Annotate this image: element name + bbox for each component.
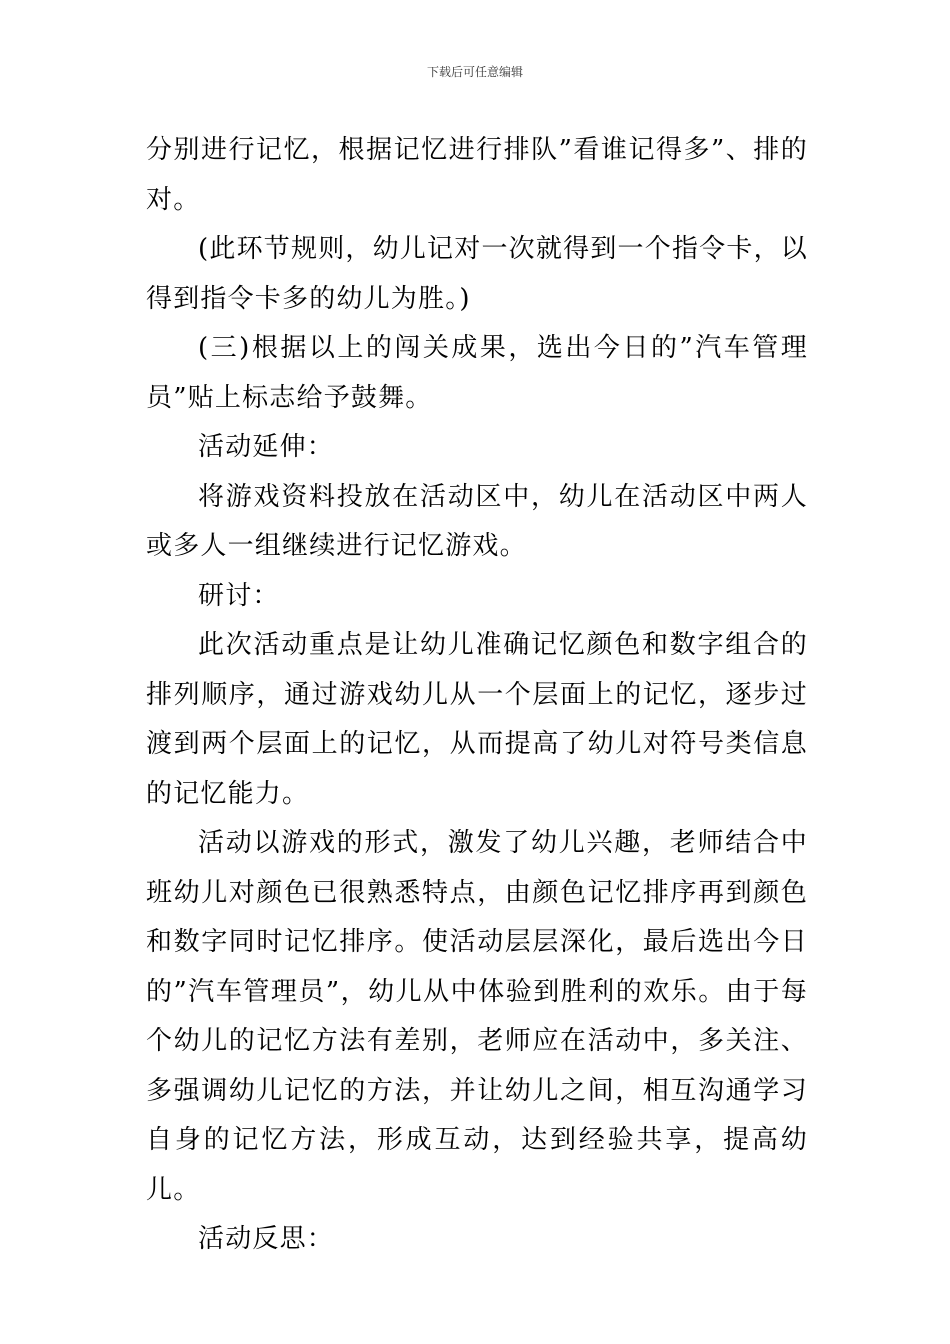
section-heading: 活动反思： <box>198 1224 335 1254</box>
paragraph: (三)根据以上的闯关成果，选出今日的”汽车管理员”贴上标志给予鼓舞。 <box>146 333 808 413</box>
document-body <box>146 126 808 1265</box>
paragraph: 分别进行记忆，根据记忆进行排队”看谁记得多”、排的对。 <box>146 135 808 215</box>
paragraph: 活动以游戏的形式，激发了幼儿兴趣，老师结合中班幼儿对颜色已很熟悉特点，由颜色记忆排序再到颜色和数字同时记忆排序。使活动层层深化，最后选出今日的”汽车管理员”，幼儿从中体验到胜利的欢乐。由于每个幼儿的记忆方法有差别，老师应在活动中，多关注、多强调幼儿记忆的方法，并让幼儿之间，相互沟通学习自身的记忆方法，形成互动，达到经验共享，提高幼儿。 <box>146 828 808 1205</box>
section-heading: 活动延伸： <box>198 432 335 462</box>
paragraph: 将游戏资料投放在活动区中，幼儿在活动区中两人或多人一组继续进行记忆游戏。 <box>146 481 808 561</box>
paragraph: (此环节规则，幼儿记对一次就得到一个指令卡，以得到指令卡多的幼儿为胜。) <box>146 234 808 314</box>
page-header: 下载后可任意编辑 <box>426 65 523 79</box>
paragraph: 此次活动重点是让幼儿准确记忆颜色和数字组合的排列顺序，通过游戏幼儿从一个层面上的记忆，逐步过渡到两个层面上的记忆，从而提高了幼儿对符号类信息的记忆能力。 <box>146 630 808 809</box>
section-heading: 研讨： <box>198 580 280 611</box>
